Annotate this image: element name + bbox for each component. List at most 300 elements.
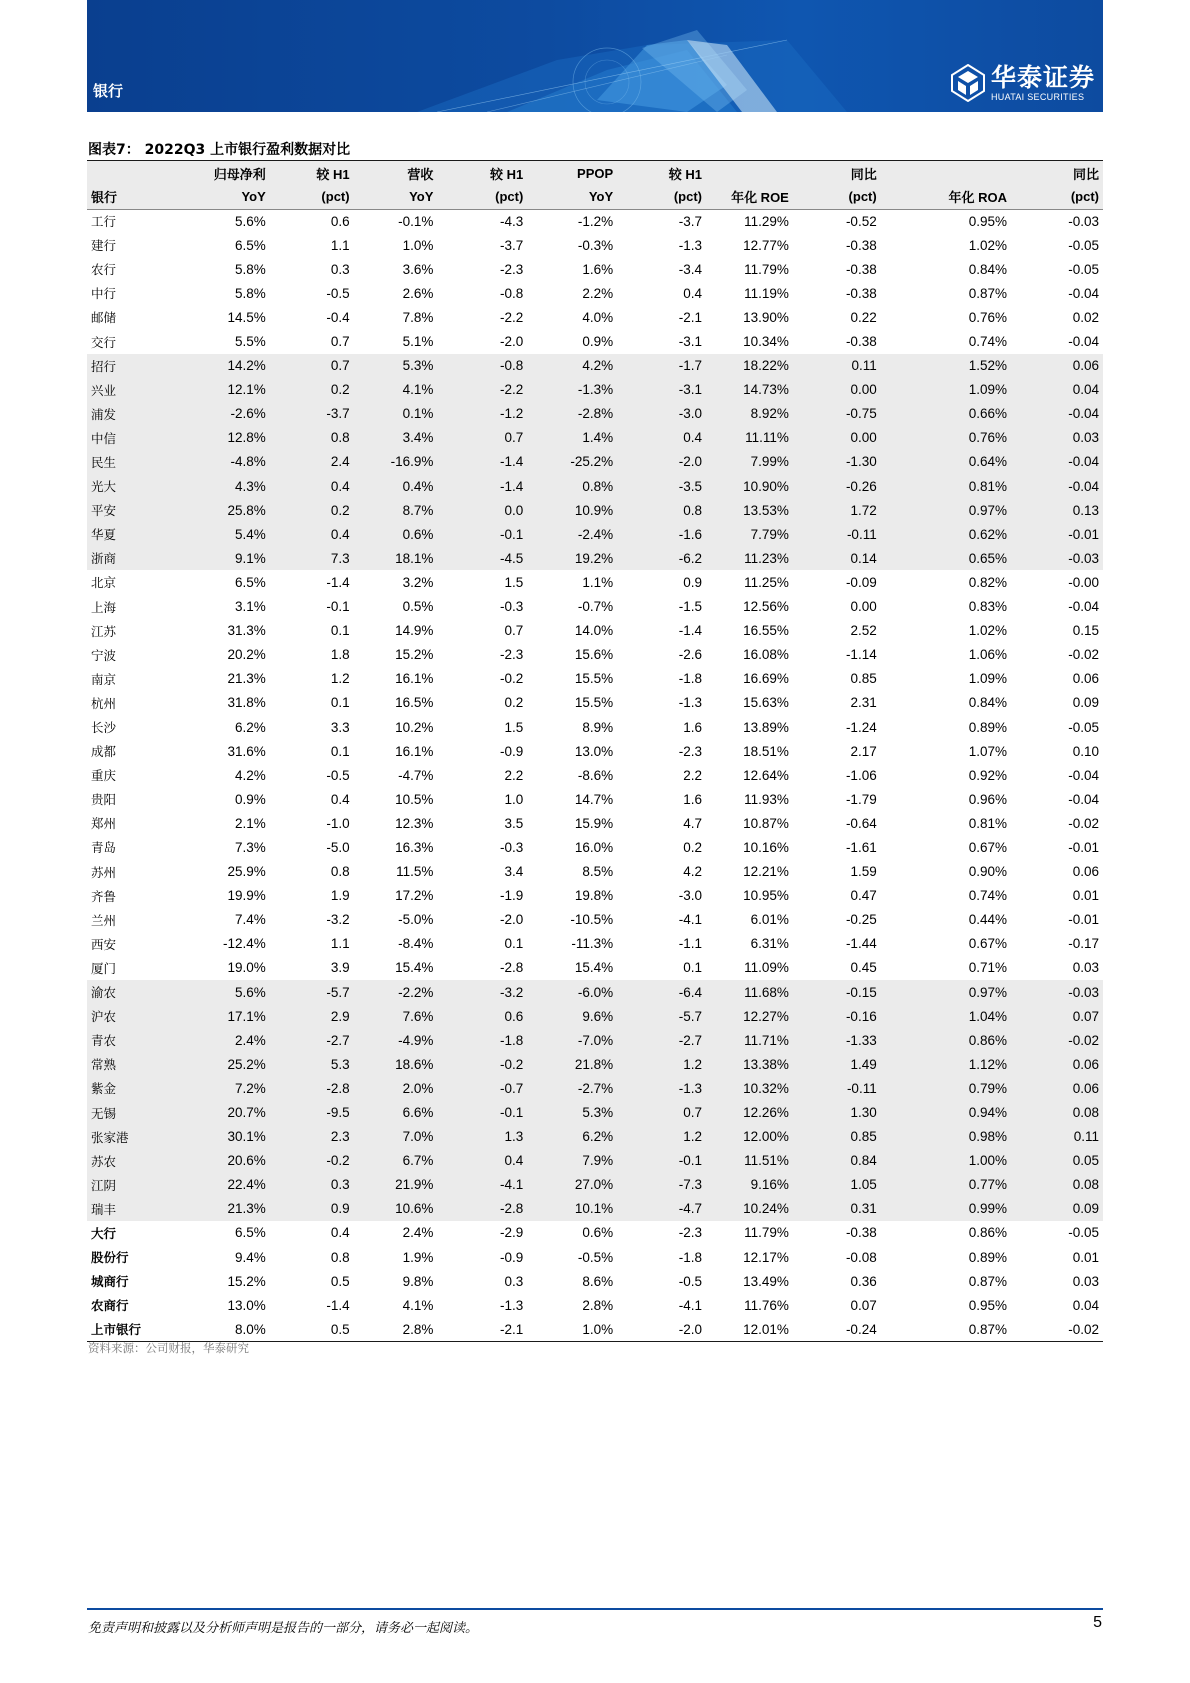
value-cell: 13.0%: [227, 1297, 266, 1313]
table-row: [87, 1293, 1103, 1317]
value-cell: -4.7%: [398, 767, 434, 783]
table-row: [87, 1028, 1103, 1052]
value-cell: -0.11: [846, 1080, 877, 1096]
value-cell: -0.1%: [398, 213, 434, 229]
value-cell: 0.05: [1072, 1153, 1099, 1169]
table-row: [87, 305, 1103, 329]
value-cell: 0.1: [683, 960, 703, 976]
value-cell: 0.04: [1072, 1297, 1099, 1313]
value-cell: 8.9%: [582, 719, 614, 735]
value-cell: 11.11%: [745, 430, 789, 446]
value-cell: 1.00%: [968, 1153, 1007, 1169]
value-cell: 1.49: [850, 1056, 877, 1072]
value-cell: 2.4: [330, 454, 350, 470]
value-cell: -0.02: [1011, 1317, 1103, 1341]
value-cell: -1.4: [500, 454, 524, 470]
value-cell: -0.9: [500, 1249, 524, 1265]
table-row: [87, 329, 1103, 353]
value-cell: 5.4%: [235, 526, 266, 542]
value-cell: 11.51%: [744, 1153, 789, 1169]
value-cell: 0.1: [330, 623, 350, 639]
value-cell: 16.1%: [395, 743, 434, 759]
value-cell: -0.38: [845, 261, 877, 277]
value-cell: -1.6: [678, 526, 703, 542]
bank-name-cell: 浦发: [91, 406, 117, 422]
value-cell: 0.89%: [968, 719, 1007, 735]
value-cell: -1.7: [678, 358, 703, 374]
bank-name-cell: 郑州: [91, 816, 117, 832]
value-cell: 0.06: [1072, 671, 1099, 687]
column-header: 较 H1: [316, 166, 350, 182]
value-cell: 0.9%: [235, 791, 266, 807]
value-cell: 12.3%: [395, 815, 434, 831]
value-cell: 10.6%: [395, 1201, 434, 1217]
table-row: [87, 1197, 1103, 1221]
value-cell: 1.05: [850, 1177, 877, 1193]
table-row: [87, 209, 1103, 233]
value-cell: -2.2%: [398, 984, 434, 1000]
value-cell: -1.3: [678, 237, 703, 253]
value-cell: 0.89%: [968, 1249, 1007, 1265]
value-cell: 0.94%: [968, 1105, 1007, 1121]
value-cell: -0.03: [1068, 213, 1099, 229]
column-header: PPOP: [577, 165, 614, 181]
value-cell: 0.9%: [582, 334, 614, 350]
value-cell: 16.08%: [743, 647, 789, 663]
value-cell: 7.79%: [750, 526, 789, 542]
column-header: (pct): [270, 185, 354, 209]
value-cell: 0.01: [1072, 1249, 1099, 1265]
value-cell: -0.75: [845, 406, 877, 422]
value-cell: 1.4%: [582, 430, 614, 446]
value-cell: 15.9%: [574, 815, 614, 831]
value-cell: 0.03: [1072, 430, 1099, 446]
value-cell: 7.4%: [235, 912, 266, 928]
value-cell: 0.77%: [968, 1177, 1007, 1193]
column-header: YoY: [178, 185, 270, 209]
value-cell: -2.8: [326, 1080, 350, 1096]
value-cell: 2.4%: [402, 1225, 434, 1241]
value-cell: 0.85: [850, 671, 877, 687]
value-cell: 6.2%: [235, 719, 266, 735]
bank-name-cell: 中信: [91, 430, 117, 446]
bank-name-cell: 宁波: [91, 647, 117, 663]
table-row: [87, 426, 1103, 450]
value-cell: 15.2%: [227, 1273, 266, 1289]
value-cell: 0.07: [850, 1297, 877, 1313]
bank-name-cell: 青岛: [91, 840, 117, 856]
value-cell: 0.2: [330, 382, 350, 398]
bank-name-cell: 常熟: [91, 1057, 117, 1073]
value-cell: 5.3%: [402, 358, 434, 374]
value-cell: 11.25%: [744, 574, 789, 590]
value-cell: 10.24%: [743, 1201, 789, 1217]
value-cell: 0.3: [330, 261, 350, 277]
value-cell: 0.31: [850, 1201, 877, 1217]
value-cell: 1.2: [683, 1056, 703, 1072]
value-cell: -1.30: [845, 454, 877, 470]
value-cell: -4.8%: [230, 454, 266, 470]
table-row: [87, 450, 1103, 474]
bank-name-cell: 长沙: [91, 720, 117, 736]
value-cell: 14.9%: [395, 623, 434, 639]
value-cell: 1.1: [330, 237, 350, 253]
column-header: 同比: [1072, 166, 1099, 182]
value-cell: -1.9: [500, 888, 524, 904]
value-cell: 0.04: [1072, 382, 1099, 398]
bank-name-cell: 苏州: [91, 864, 117, 880]
value-cell: 7.3: [330, 550, 350, 566]
value-cell: -0.01: [1068, 839, 1099, 855]
value-cell: 4.3%: [235, 478, 266, 494]
value-cell: 15.5%: [574, 671, 614, 687]
value-cell: 7.0%: [402, 1129, 434, 1145]
logo-chinese-text: 华泰证券: [990, 62, 1095, 92]
value-cell: 18.51%: [743, 743, 789, 759]
value-cell: 7.99%: [750, 454, 789, 470]
bank-name-cell: 苏农: [91, 1153, 117, 1169]
value-cell: -0.05: [1068, 719, 1099, 735]
value-cell: -0.24: [793, 1317, 881, 1341]
value-cell: 0.7: [330, 334, 350, 350]
value-cell: 0.92%: [968, 767, 1007, 783]
value-cell: -0.4: [326, 309, 350, 325]
value-cell: 15.4%: [574, 960, 614, 976]
value-cell: -1.8: [678, 1249, 703, 1265]
bank-name-cell: 城商行: [91, 1274, 129, 1290]
value-cell: -0.7%: [577, 599, 614, 615]
value-cell: -1.1: [678, 936, 703, 952]
value-cell: -2.6%: [230, 406, 266, 422]
value-cell: 19.2%: [574, 550, 614, 566]
value-cell: -5.0: [326, 839, 350, 855]
value-cell: 27.0%: [574, 1177, 614, 1193]
value-cell: -0.02: [1068, 647, 1099, 663]
table-row: [87, 835, 1103, 859]
value-cell: 0.06: [1072, 1080, 1099, 1096]
value-cell: 1.5: [504, 719, 524, 735]
value-cell: -0.15: [845, 984, 877, 1000]
value-cell: 21.9%: [395, 1177, 434, 1193]
value-cell: -2.8: [500, 960, 524, 976]
value-cell: 0.67%: [968, 839, 1007, 855]
value-cell: -0.3: [500, 599, 524, 615]
table-row: [87, 1125, 1103, 1149]
value-cell: 20.7%: [227, 1105, 266, 1121]
bank-name-cell: 成都: [91, 744, 117, 760]
huatai-logo-icon: [951, 64, 985, 102]
value-cell: 0.64%: [968, 454, 1007, 470]
table-row: [87, 763, 1103, 787]
value-cell: 10.1%: [574, 1201, 614, 1217]
value-cell: 0.09: [1072, 695, 1099, 711]
table-row: [87, 354, 1103, 378]
value-cell: 0.2: [683, 839, 703, 855]
value-cell: -2.0: [500, 912, 524, 928]
value-cell: -0.5: [326, 285, 350, 301]
value-cell: 11.76%: [744, 1297, 789, 1313]
value-cell: 11.71%: [744, 1032, 789, 1048]
value-cell: -1.14: [845, 647, 877, 663]
column-header: YoY: [527, 185, 617, 209]
value-cell: 1.1%: [582, 574, 614, 590]
value-cell: -2.0: [617, 1317, 706, 1341]
value-cell: 3.9: [330, 960, 350, 976]
value-cell: 18.1%: [395, 550, 434, 566]
value-cell: 0.0: [504, 502, 524, 518]
value-cell: -3.2: [500, 984, 524, 1000]
value-cell: 0.81%: [968, 815, 1007, 831]
value-cell: 2.4%: [235, 1032, 266, 1048]
value-cell: -0.2: [500, 1056, 524, 1072]
value-cell: 0.62%: [968, 526, 1007, 542]
value-cell: 0.15: [1072, 623, 1099, 639]
value-cell: -0.2: [500, 671, 524, 687]
column-header: 较 H1: [668, 166, 703, 182]
value-cell: 0.82%: [968, 574, 1007, 590]
value-cell: 19.9%: [227, 888, 266, 904]
value-cell: 2.6%: [402, 285, 434, 301]
value-cell: 0.07: [1072, 1008, 1099, 1024]
value-cell: 0.7: [504, 623, 524, 639]
value-cell: 0.99%: [968, 1201, 1007, 1217]
value-cell: 15.6%: [574, 647, 614, 663]
value-cell: 0.00: [850, 382, 877, 398]
value-cell: 19.0%: [227, 960, 266, 976]
value-cell: 16.55%: [743, 623, 789, 639]
value-cell: 25.8%: [227, 502, 266, 518]
value-cell: 0.86%: [968, 1225, 1007, 1241]
table-row: [87, 595, 1103, 619]
table-row: [87, 546, 1103, 570]
value-cell: 0.4: [330, 791, 350, 807]
value-cell: 18.22%: [743, 358, 789, 374]
value-cell: 0.84%: [968, 695, 1007, 711]
value-cell: 0.02: [1072, 309, 1099, 325]
value-cell: -7.0%: [577, 1032, 614, 1048]
value-cell: 30.1%: [227, 1129, 266, 1145]
value-cell: 4.7: [683, 815, 703, 831]
value-cell: 0.87%: [881, 1317, 1011, 1341]
value-cell: -0.3: [500, 839, 524, 855]
value-cell: 15.2%: [395, 647, 434, 663]
bank-name-cell: 农行: [91, 262, 117, 278]
value-cell: 14.0%: [574, 623, 614, 639]
value-cell: -1.4: [500, 478, 524, 494]
value-cell: 0.79%: [968, 1080, 1007, 1096]
value-cell: -0.04: [1068, 334, 1099, 350]
value-cell: 3.6%: [402, 261, 434, 277]
value-cell: 12.56%: [743, 599, 789, 615]
value-cell: -0.8: [500, 285, 524, 301]
value-cell: 1.52%: [968, 358, 1007, 374]
bank-name-cell: 江苏: [91, 623, 117, 639]
value-cell: 4.2%: [235, 767, 266, 783]
page-number: 5: [1093, 1614, 1102, 1631]
value-cell: 3.4: [504, 864, 524, 880]
header-banner: [87, 0, 1103, 112]
value-cell: 1.12%: [968, 1056, 1007, 1072]
value-cell: -0.02: [1068, 1032, 1099, 1048]
value-cell: -4.3: [500, 213, 524, 229]
value-cell: 0.06: [1072, 864, 1099, 880]
value-cell: 10.5%: [395, 791, 434, 807]
value-cell: 12.00%: [743, 1129, 789, 1145]
section-label: 银行: [93, 82, 124, 100]
value-cell: 8.5%: [582, 864, 614, 880]
value-cell: -0.38: [845, 1225, 877, 1241]
value-cell: 19.8%: [574, 888, 614, 904]
value-cell: 0.96%: [968, 791, 1007, 807]
value-cell: 0.03: [1072, 1273, 1099, 1289]
value-cell: 0.4: [330, 478, 350, 494]
value-cell: 0.84: [850, 1153, 877, 1169]
value-cell: 9.6%: [582, 1008, 614, 1024]
value-cell: -2.3: [678, 743, 703, 759]
value-cell: 31.6%: [227, 743, 266, 759]
value-cell: 1.72: [850, 502, 877, 518]
value-cell: -0.5: [678, 1273, 703, 1289]
value-cell: 0.08: [1072, 1105, 1099, 1121]
bank-name-cell: 兰州: [91, 912, 117, 928]
value-cell: 0.95%: [968, 213, 1007, 229]
value-cell: 0.1: [330, 695, 350, 711]
value-cell: 6.6%: [402, 1105, 434, 1121]
value-cell: 1.59: [850, 864, 877, 880]
value-cell: 13.38%: [743, 1056, 789, 1072]
table-row: [87, 787, 1103, 811]
value-cell: 8.7%: [402, 502, 434, 518]
value-cell: 10.16%: [743, 839, 789, 855]
bank-name-cell: 中行: [91, 286, 117, 302]
table-row: [87, 257, 1103, 281]
value-cell: 0.76%: [968, 430, 1007, 446]
value-cell: 0.83%: [968, 599, 1007, 615]
value-cell: -3.5: [678, 478, 703, 494]
table-row: [87, 378, 1103, 402]
value-cell: 17.2%: [395, 888, 434, 904]
value-cell: 1.0%: [402, 237, 434, 253]
bank-name-cell: 紫金: [91, 1081, 117, 1097]
value-cell: -3.0: [678, 406, 703, 422]
value-cell: 0.1%: [402, 406, 434, 422]
table-row: [87, 811, 1103, 835]
value-cell: 6.5%: [235, 237, 266, 253]
value-cell: -4.7: [678, 1201, 703, 1217]
value-cell: 2.9: [330, 1008, 350, 1024]
value-cell: -3.7: [326, 406, 350, 422]
value-cell: -0.1: [326, 599, 350, 615]
column-header: 同比: [850, 166, 877, 182]
bank-name-cell: 西安: [91, 936, 117, 952]
value-cell: -0.5%: [577, 1249, 614, 1265]
value-cell: -2.2: [500, 309, 524, 325]
value-cell: 15.4%: [395, 960, 434, 976]
value-cell: 14.5%: [227, 309, 266, 325]
value-cell: -0.1: [500, 526, 524, 542]
value-cell: 16.69%: [743, 671, 789, 687]
value-cell: 15.5%: [574, 695, 614, 711]
value-cell: -2.3: [500, 261, 524, 277]
bank-name-cell: 青农: [91, 1033, 117, 1049]
value-cell: -2.8%: [577, 406, 614, 422]
value-cell: 0.06: [1072, 358, 1099, 374]
value-cell: -0.04: [1068, 406, 1099, 422]
value-cell: 1.8: [330, 647, 350, 663]
column-header: (pct): [617, 185, 706, 209]
value-cell: 16.0%: [574, 839, 614, 855]
value-cell: -2.0: [678, 454, 703, 470]
value-cell: 6.31%: [750, 936, 789, 952]
value-cell: -0.1: [500, 1105, 524, 1121]
value-cell: 5.8%: [235, 285, 266, 301]
value-cell: 1.1: [330, 936, 350, 952]
value-cell: -0.11: [846, 526, 877, 542]
value-cell: 11.29%: [744, 213, 789, 229]
bank-name-cell: 民生: [91, 454, 117, 470]
value-cell: -0.00: [1068, 574, 1099, 590]
value-cell: 12.27%: [743, 1008, 789, 1024]
value-cell: 0.2: [504, 695, 524, 711]
bank-name-cell: 北京: [91, 575, 117, 591]
value-cell: 1.09%: [968, 382, 1007, 398]
value-cell: -2.9: [500, 1225, 524, 1241]
column-header: [706, 161, 793, 185]
value-cell: -1.3: [678, 695, 703, 711]
value-cell: -0.04: [1068, 285, 1099, 301]
value-cell: -3.0: [678, 888, 703, 904]
value-cell: -0.02: [1068, 815, 1099, 831]
value-cell: -11.3%: [571, 936, 614, 952]
value-cell: -1.79: [845, 791, 877, 807]
value-cell: 1.02%: [968, 237, 1007, 253]
disclaimer: 免责声明和披露以及分析师声明是报告的一部分，请务必一起阅读。: [88, 1621, 479, 1636]
value-cell: -25.2%: [570, 454, 614, 470]
footer-rule: [87, 1608, 1103, 1610]
value-cell: 7.2%: [235, 1080, 266, 1096]
value-cell: 8.6%: [582, 1273, 614, 1289]
table-row: [87, 402, 1103, 426]
bank-name-cell: 杭州: [91, 695, 117, 711]
value-cell: 1.30: [850, 1105, 877, 1121]
value-cell: 0.08: [1072, 1177, 1099, 1193]
value-cell: -4.9%: [398, 1032, 434, 1048]
value-cell: -3.7: [678, 213, 703, 229]
value-cell: 0.4: [683, 430, 703, 446]
value-cell: 31.3%: [227, 623, 266, 639]
value-cell: 1.3: [504, 1129, 524, 1145]
value-cell: 15.63%: [743, 695, 789, 711]
value-cell: 1.9%: [402, 1249, 434, 1265]
value-cell: -1.2: [500, 406, 524, 422]
value-cell: 1.6: [683, 791, 703, 807]
table-row: [87, 1100, 1103, 1124]
table-row: [87, 932, 1103, 956]
bank-name-cell: 上海: [91, 599, 117, 615]
value-cell: 1.2: [330, 671, 350, 687]
value-cell: -1.3%: [577, 382, 614, 398]
table-row: [87, 1173, 1103, 1197]
value-cell: 13.49%: [743, 1273, 789, 1289]
value-cell: -0.04: [1068, 599, 1099, 615]
column-header: YoY: [354, 185, 438, 209]
value-cell: 13.90%: [743, 309, 789, 325]
value-cell: 0.98%: [968, 1129, 1007, 1145]
value-cell: 0.6: [504, 1008, 524, 1024]
value-cell: 11.5%: [396, 864, 434, 880]
value-cell: 10.2%: [395, 719, 434, 735]
value-cell: 2.52: [850, 623, 877, 639]
